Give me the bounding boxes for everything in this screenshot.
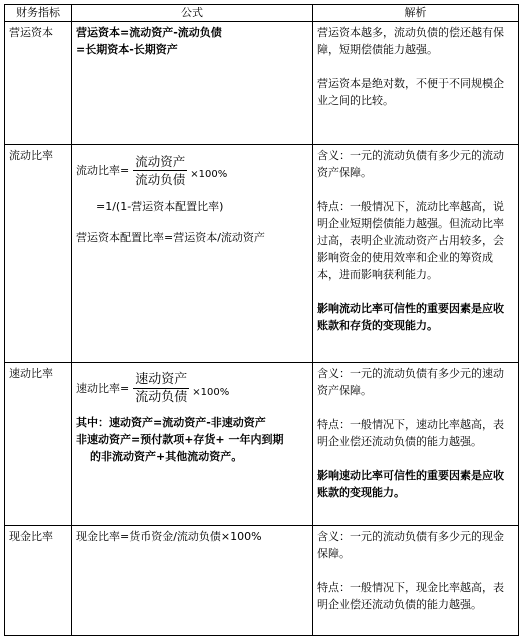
fraction-numerator: 速动资产 <box>135 372 188 387</box>
header-analysis: 解析 <box>313 5 519 22</box>
formula-percent: ×100% <box>192 387 230 398</box>
formula-line: 营运资本配置比率=营运资本/流动资产 <box>76 231 265 244</box>
table-row-current-ratio <box>5 145 519 363</box>
indicator-name: 现金比率 <box>5 526 72 636</box>
analysis-cell <box>313 22 519 145</box>
financial-ratio-table <box>4 4 519 636</box>
analysis-text: 含义：一元的流动负债有多少元的速动资产保障。 <box>317 367 504 397</box>
fraction <box>133 153 187 188</box>
fraction-denominator: 流动负债 <box>135 390 188 405</box>
formula-line: =1/(1-营运资本配置比率) <box>96 200 224 213</box>
formula-note: 非速动资产=预付款项+存货+ 一年内到期 <box>76 433 284 446</box>
formula-note: 的非流动资产+其他流动资产。 <box>90 450 243 463</box>
fraction <box>133 371 189 406</box>
table-row-working-capital <box>5 22 519 145</box>
formula-lhs: 流动比率= <box>76 164 130 177</box>
analysis-cell <box>313 526 519 636</box>
formula-percent: ×100% <box>190 169 228 180</box>
formula-cell <box>72 22 313 145</box>
formula-fraction <box>76 371 308 406</box>
table-row-quick-ratio <box>5 363 519 526</box>
analysis-text: 特点：一般情况下，流动比率越高，说明企业短期偿债能力越强。但流动比率过高，表明企业流动资产占用较多，会影响资金的使用效率和企业的筹资成本，进而影响获利能力。 <box>317 200 504 281</box>
analysis-cell <box>313 145 519 363</box>
formula-cell <box>72 145 313 363</box>
analysis-text: 含义：一元的流动负债有多少元的现金保障。 <box>317 530 504 560</box>
analysis-emphasis: 影响速动比率可信性的重要因素是应收账款的变现能力。 <box>317 469 504 499</box>
indicator-name: 流动比率 <box>5 145 72 363</box>
formula-cell <box>72 363 313 526</box>
formula-lhs: 速动比率= <box>76 382 130 395</box>
analysis-cell <box>313 363 519 526</box>
fraction-denominator: 流动负债 <box>135 172 186 187</box>
analysis-text: 营运资本越多，流动负债的偿还越有保障，短期偿债能力越强。 <box>317 26 504 56</box>
formula-fraction <box>76 153 308 188</box>
formula-line: 现金比率=货币资金/流动负债×100% <box>76 530 262 543</box>
analysis-emphasis: 影响流动比率可信性的重要因素是应收账款和存货的变现能力。 <box>317 302 504 332</box>
header-row <box>5 5 519 22</box>
header-formula: 公式 <box>72 5 313 22</box>
formula-note: 其中：速动资产=流动资产-非速动资产 <box>76 416 266 429</box>
analysis-text: 特点：一般情况下，速动比率越高，表明企业偿还流动负债的能力越强。 <box>317 418 504 448</box>
analysis-text: 营运资本是绝对数，不便于不同规模企业之间的比较。 <box>317 77 504 107</box>
table-row-cash-ratio <box>5 526 519 636</box>
formula-cell <box>72 526 313 636</box>
analysis-text: 含义：一元的流动负债有多少元的流动资产保障。 <box>317 149 504 179</box>
indicator-name: 速动比率 <box>5 363 72 526</box>
fraction-numerator: 流动资产 <box>135 154 186 169</box>
formula-line: 营运资本=流动资产-流动负债 <box>76 26 222 39</box>
header-indicator: 财务指标 <box>5 5 72 22</box>
indicator-name: 营运资本 <box>5 22 72 145</box>
analysis-text: 特点：一般情况下，现金比率越高，表明企业偿还流动负债的能力越强。 <box>317 581 504 611</box>
formula-line: =长期资本-长期资产 <box>76 43 178 56</box>
